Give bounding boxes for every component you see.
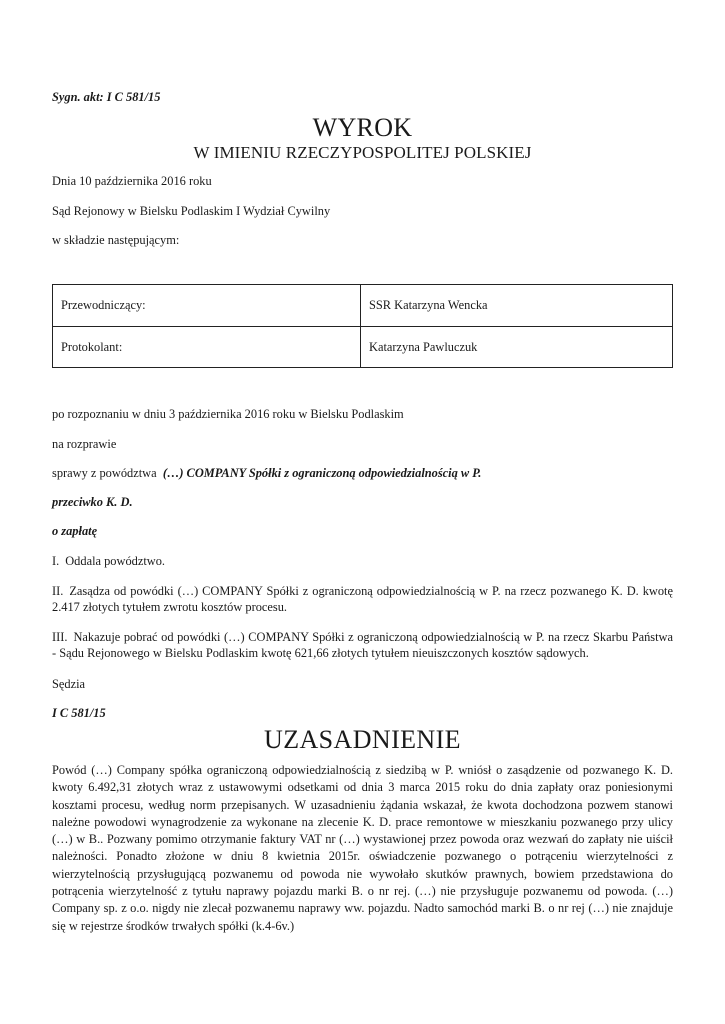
name-cell: Katarzyna Pawluczuk [369, 339, 478, 354]
table-row [53, 327, 672, 367]
ruling-point-text: Nakazuje pobrać od powódki (…) COMPANY Spółki z ograniczoną odpowiedzialnością w P. na rzecz Skarbu Państwa - Sądu Rejonowego w Bielsku Podlaskim kwotę 621,66 złotych tytułem nieuiszczonych kosztów sądowych. [52, 630, 673, 661]
ruling-point-number: II. [52, 584, 64, 598]
name-cell: SSR Katarzyna Wencka [369, 298, 488, 313]
claimant-name: (…) COMPANY Spółki z ograniczoną odpowiedzialnością w P. [162, 466, 482, 480]
court-line: Sąd Rejonowy w Bielsku Podlaskim I Wydział Cywilny [52, 204, 331, 218]
claim-prefix: sprawy z powództwa [52, 466, 157, 480]
date-line: Dnia 10 października 2016 roku [52, 174, 212, 188]
case-reference: I C 581/15 [52, 706, 106, 720]
role-cell: Protokolant: [53, 327, 361, 367]
defendant-line: przeciwko K. D. [52, 495, 133, 509]
ruling-point-number: III. [52, 630, 68, 644]
subject-line: o zapłatę [52, 524, 98, 538]
ruling-point-text: Oddala powództwo. [65, 554, 166, 568]
judge-line: Sędzia [52, 677, 86, 691]
composition-line: w składzie następującym: [52, 233, 180, 247]
ruling-point [52, 583, 673, 616]
document-title: WYROK [312, 113, 413, 142]
table-row [53, 285, 672, 327]
document-subtitle: W IMIENIU RZECZYPOSPOLITEJ POLSKIEJ [193, 143, 532, 162]
reasoning-paragraph: Powód (…) Company spółka ograniczoną odpowiedzialnością z siedzibą w P. wniósł o zasądzenie od pozwanego K. D. kwoty 6.492,31 złotych wraz z ustawowymi odsetkami od dnia 3 marca 2015 roku do dnia zapłaty oraz poniesionymi kosztami procesu, według norm przepisanych. W uzasadnieniu żądania wskazał, że kwota dochodzona pozwem stanowi należne powodowi wynagrodzenie za wykonane na zlecenie K. D. prace remontowe w mieszkaniu pozwanego przy ulicy (…) w B.. Pozwany pomimo otrzymanie faktury VAT nr (…) wystawionej przez powoda oraz wezwań do zapłaty nie uiścił należności. Ponadto złożone w dniu 8 kwietnia 2015r. oświadczenie pozwanego o potrąceniu wierzytelności z wierzytelnością przysługującą pozwanemu od powoda nie wywołało skutków prawnych, bowiem przedstawiona do potrącenia wierzytelność z tytułu naprawy pojazdu marki B. o nr rej. (…) nie przysługuje pozwanemu od powoda. (…) Company sp. z o.o. nigdy nie zlecał pozwanemu naprawy ww. pojazdu. Nadto samochód marki B. o nr rej (…) nie znajduje się w rejestrze środków trwałych spółki (k.4-6v.) [52, 763, 673, 933]
composition-table [52, 284, 673, 368]
reasoning-title: UZASADNIENIE [264, 725, 461, 754]
claim-line [52, 465, 673, 481]
hearing-line: po rozpoznaniu w dniu 3 października 2016 roku w Bielsku Podlaskim [52, 407, 404, 421]
ruling-point-text: Zasądza od powódki (…) COMPANY Spółki z ograniczoną odpowiedzialnością w P. na rzecz pozwanego K. D. kwotę 2.417 złotych tytułem zwrotu kosztów procesu. [52, 584, 673, 615]
ruling-point [52, 629, 673, 662]
case-signature: Sygn. akt: I C 581/15 [52, 90, 161, 104]
ruling-point [52, 553, 673, 569]
role-cell: Przewodniczący: [53, 285, 361, 326]
trial-line: na rozprawie [52, 437, 117, 451]
ruling-point-number: I. [52, 554, 60, 568]
